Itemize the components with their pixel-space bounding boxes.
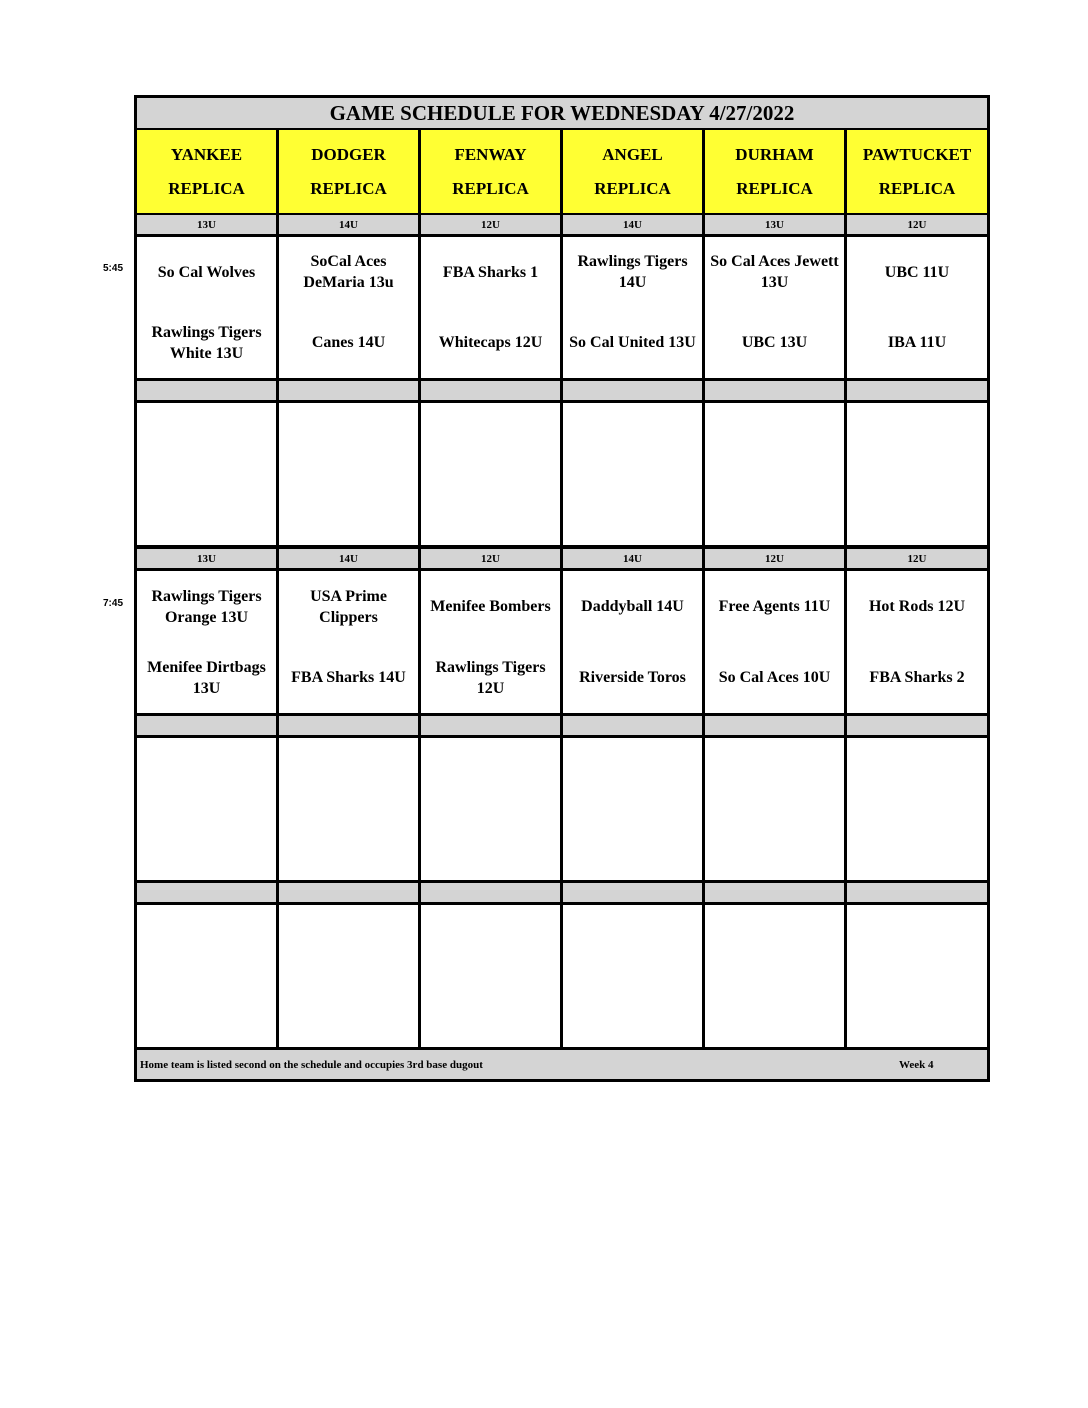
- age-cell: 12U: [847, 215, 987, 234]
- game-cell: [563, 571, 705, 713]
- empty-cell: [137, 738, 279, 880]
- game-cell: [137, 237, 279, 378]
- empty-cell: [847, 883, 987, 902]
- age-cell: 14U: [279, 549, 421, 568]
- age-cell: 12U: [847, 549, 987, 568]
- empty-cell: [563, 403, 705, 545]
- home-team: FBA Sharks 14U: [291, 669, 406, 686]
- home-team: Rawlings Tigers White 13U: [151, 323, 262, 362]
- empty-cell: [705, 883, 847, 902]
- field-type: REPLICA: [310, 178, 387, 198]
- age-cell: 14U: [279, 215, 421, 234]
- empty-cell: [421, 403, 563, 545]
- home-team: UBC 13U: [741, 334, 808, 352]
- field-header-pawtucket: [847, 129, 987, 213]
- empty-cell: [137, 716, 279, 735]
- schedule-title: GAME SCHEDULE FOR WEDNESDAY 4/27/2022: [137, 98, 987, 128]
- home-team: Menifee Dirtbags 13U: [147, 658, 266, 697]
- empty-cell: [279, 883, 421, 902]
- home-team: Riverside Toros: [579, 669, 686, 686]
- empty-white-row: [137, 905, 987, 1047]
- field-type: REPLICA: [878, 178, 956, 198]
- away-team: Hot Rods 12U: [868, 598, 965, 615]
- empty-gray-row: [137, 716, 987, 735]
- empty-cell: [421, 716, 563, 735]
- empty-cell: [421, 738, 563, 880]
- empty-cell: [421, 905, 563, 1047]
- empty-cell: [137, 381, 279, 400]
- field-type: REPLICA: [452, 178, 529, 198]
- empty-cell: [421, 381, 563, 400]
- field-header-yankee: [137, 129, 279, 213]
- field-name: YANKEE: [170, 144, 243, 164]
- game-row-slot-2: [137, 571, 987, 713]
- empty-cell: [705, 381, 847, 400]
- field-header-durham: [705, 129, 847, 213]
- empty-cell: [279, 403, 421, 545]
- age-cell: 12U: [705, 549, 847, 568]
- empty-cell: [279, 905, 421, 1047]
- away-team: Menifee Bombers: [430, 598, 551, 615]
- empty-cell: [137, 883, 279, 902]
- age-cell: 14U: [563, 549, 705, 568]
- empty-cell: [847, 905, 987, 1047]
- field-name: DURHAM: [735, 144, 814, 164]
- time-label-slot-2: 7:45: [103, 598, 124, 609]
- away-team: Free Agents 11U: [718, 598, 831, 615]
- age-row-slot-1: [137, 215, 987, 234]
- game-cell: [847, 237, 987, 378]
- field-name: FENWAY: [454, 144, 527, 164]
- away-team: UBC 11U: [884, 263, 950, 281]
- empty-cell: [279, 716, 421, 735]
- empty-cell: [279, 381, 421, 400]
- game-cell: [847, 571, 987, 713]
- field-header-angel: [563, 129, 705, 213]
- empty-cell: [563, 716, 705, 735]
- empty-cell: [847, 716, 987, 735]
- empty-cell: [563, 381, 705, 400]
- age-cell: 13U: [705, 215, 847, 234]
- home-team: FBA Sharks 2: [869, 669, 965, 686]
- field-name: DODGER: [311, 144, 386, 164]
- empty-cell: [279, 738, 421, 880]
- home-team-note: Home team is listed second on the schedule and occupies 3rd base dugout: [140, 1059, 483, 1071]
- away-team: Rawlings Tigers 14U: [577, 253, 688, 292]
- empty-cell: [705, 738, 847, 880]
- empty-cell: [421, 883, 563, 902]
- away-team: USA Prime Clippers: [310, 587, 387, 626]
- empty-gray-row: [137, 381, 987, 400]
- game-cell: [705, 571, 847, 713]
- home-team: So Cal United 13U: [569, 334, 696, 352]
- away-team: FBA Sharks 1: [442, 263, 539, 281]
- empty-white-row: [137, 403, 987, 545]
- empty-cell: [847, 738, 987, 880]
- away-team: SoCal Aces DeMaria 13u: [303, 253, 394, 292]
- age-cell: 13U: [137, 215, 279, 234]
- empty-cell: [847, 381, 987, 400]
- home-team: Canes 14U: [311, 334, 386, 352]
- age-cell: 14U: [563, 215, 705, 234]
- game-cell: [279, 237, 421, 378]
- empty-cell: [847, 403, 987, 545]
- empty-cell: [705, 403, 847, 545]
- age-cell: 12U: [421, 549, 563, 568]
- field-header-fenway: [421, 129, 563, 213]
- away-team: So Cal Wolves: [157, 263, 256, 281]
- empty-gray-row: [137, 883, 987, 902]
- game-row-slot-1: [137, 237, 987, 378]
- empty-cell: [137, 403, 279, 545]
- field-type: REPLICA: [736, 178, 813, 198]
- home-team: IBA 11U: [887, 334, 947, 352]
- schedule-table: [134, 95, 990, 1082]
- age-cell: 12U: [421, 215, 563, 234]
- time-label-slot-1: 5:45: [103, 263, 124, 274]
- game-cell: [705, 237, 847, 378]
- game-cell: [421, 571, 563, 713]
- game-cell: [563, 237, 705, 378]
- empty-cell: [563, 905, 705, 1047]
- field-header-dodger: [279, 129, 421, 213]
- field-name: ANGEL: [602, 144, 663, 164]
- footer-row: [137, 1050, 987, 1079]
- field-type: REPLICA: [594, 178, 671, 198]
- away-team: So Cal Aces Jewett 13U: [710, 253, 839, 292]
- empty-white-row: [137, 738, 987, 880]
- field-header-row: [137, 129, 987, 213]
- empty-cell: [137, 905, 279, 1047]
- game-cell: [279, 571, 421, 713]
- empty-cell: [705, 716, 847, 735]
- game-cell: [137, 571, 279, 713]
- home-team: Rawlings Tigers 12U: [435, 658, 546, 697]
- field-name: PAWTUCKET: [862, 144, 972, 164]
- empty-cell: [563, 883, 705, 902]
- age-cell: 13U: [137, 549, 279, 568]
- away-team: Rawlings Tigers Orange 13U: [151, 587, 262, 626]
- field-type: REPLICA: [168, 178, 245, 198]
- home-team: Whitecaps 12U: [438, 334, 543, 352]
- age-row-slot-2: [137, 549, 987, 568]
- empty-cell: [563, 738, 705, 880]
- empty-cell: [705, 905, 847, 1047]
- game-cell: [421, 237, 563, 378]
- away-team: Daddyball 14U: [581, 598, 684, 615]
- home-team: So Cal Aces 10U: [718, 669, 831, 686]
- week-label: Week 4: [899, 1059, 934, 1071]
